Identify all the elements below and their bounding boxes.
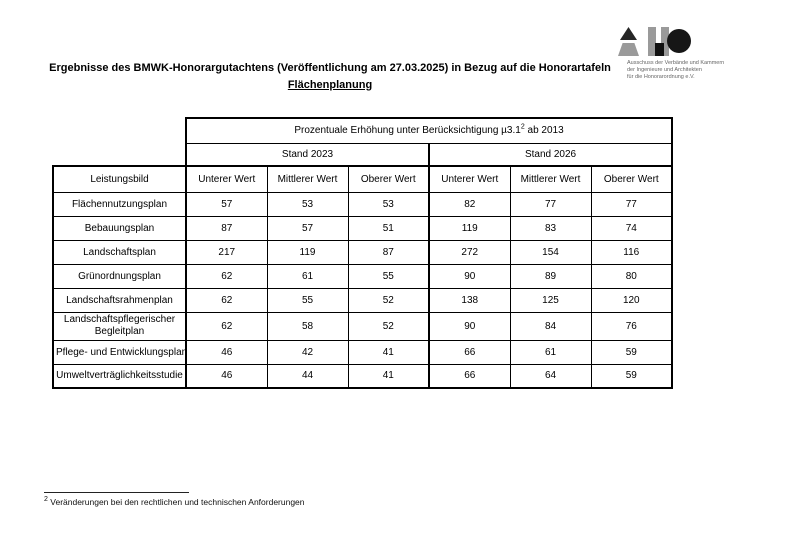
value-cell: 59	[591, 340, 672, 364]
value-cell: 55	[267, 288, 348, 312]
value-cell: 80	[591, 264, 672, 288]
value-cell: 74	[591, 216, 672, 240]
value-cell: 82	[429, 192, 510, 216]
main-header-cell	[186, 118, 672, 143]
group-header-2026: Stand 2026	[429, 143, 672, 166]
value-cell: 46	[186, 364, 267, 388]
table-row	[53, 240, 672, 264]
group-header-2023: Stand 2023	[186, 143, 429, 166]
value-cell: 217	[186, 240, 267, 264]
table-row	[53, 264, 672, 288]
value-cell: 77	[510, 192, 591, 216]
logo-caption	[627, 60, 758, 81]
logo-caption-line: der Ingenieure und Architekten	[627, 67, 702, 74]
value-cell: 125	[510, 288, 591, 312]
column-header: Oberer Wert	[348, 166, 429, 192]
value-cell: 53	[267, 192, 348, 216]
row-label: Umweltverträglichkeitsstudie	[53, 364, 186, 388]
value-cell: 58	[267, 312, 348, 340]
table-row	[53, 364, 672, 388]
empty-corner-cell	[53, 143, 186, 166]
table-row	[53, 216, 672, 240]
title-subtitle: Flächenplanung	[287, 78, 373, 91]
value-cell: 76	[591, 312, 672, 340]
value-cell: 52	[348, 288, 429, 312]
column-header: Mittlerer Wert	[267, 166, 348, 192]
value-cell: 66	[429, 364, 510, 388]
footnote-marker: 2	[44, 496, 48, 504]
value-cell: 62	[186, 264, 267, 288]
table-row	[53, 192, 672, 216]
value-cell: 272	[429, 240, 510, 264]
value-cell: 42	[267, 340, 348, 364]
table-row	[53, 312, 672, 340]
row-label: Bebauungsplan	[53, 216, 186, 240]
value-cell: 119	[429, 216, 510, 240]
row-label: Flächennutzungsplan	[53, 192, 186, 216]
row-label: Landschaftsrahmenplan	[53, 288, 186, 312]
footnote-text: Veränderungen bei den rechtlichen und technischen Anforderungen	[47, 497, 305, 507]
row-label: Pflege- und Entwicklungsplan	[53, 340, 186, 364]
value-cell: 120	[591, 288, 672, 312]
value-cell: 41	[348, 364, 429, 388]
row-label: Landschaftspflegerischer Begleitplan	[53, 312, 186, 340]
value-cell: 64	[510, 364, 591, 388]
value-cell: 90	[429, 312, 510, 340]
logo-h-center-square	[655, 43, 664, 56]
value-cell: 46	[186, 340, 267, 364]
column-header: Unterer Wert	[186, 166, 267, 192]
logo-caption-line: Ausschuss der Verbände und Kammern	[627, 60, 725, 66]
results-table-wrap	[52, 117, 673, 389]
value-cell: 90	[429, 264, 510, 288]
value-cell: 154	[510, 240, 591, 264]
value-cell: 89	[510, 264, 591, 288]
footnote	[44, 497, 305, 507]
page-title	[10, 60, 650, 93]
value-cell: 57	[267, 216, 348, 240]
aho-logo-icon	[618, 26, 690, 57]
value-cell: 62	[186, 288, 267, 312]
value-cell: 59	[591, 364, 672, 388]
footnote-marker: 2	[520, 123, 525, 131]
row-label: Landschaftsplan	[53, 240, 186, 264]
value-cell: 53	[348, 192, 429, 216]
value-cell: 87	[348, 240, 429, 264]
main-header-suffix: ab 2013	[524, 125, 564, 137]
column-header: Mittlerer Wert	[510, 166, 591, 192]
logo-trapezoid-shape	[618, 43, 639, 56]
column-header-leistungsbild: Leistungsbild	[53, 166, 186, 192]
value-cell: 44	[267, 364, 348, 388]
value-cell: 62	[186, 312, 267, 340]
value-cell: 55	[348, 264, 429, 288]
logo-triangle-shape	[620, 27, 637, 40]
logo-caption-line: für die Honorarordnung e.V.	[627, 74, 695, 81]
value-cell: 41	[348, 340, 429, 364]
value-cell: 66	[429, 340, 510, 364]
aho-logo	[618, 26, 758, 81]
value-cell: 84	[510, 312, 591, 340]
value-cell: 83	[510, 216, 591, 240]
title-line: Ergebnisse des BMWK-Honorargutachtens (Veröffentlichung am 27.03.2025) in Bezug auf die Honorartafeln	[49, 62, 611, 74]
value-cell: 119	[267, 240, 348, 264]
row-label: Grünordnungsplan	[53, 264, 186, 288]
value-cell: 87	[186, 216, 267, 240]
value-cell: 57	[186, 192, 267, 216]
value-cell: 51	[348, 216, 429, 240]
column-header: Unterer Wert	[429, 166, 510, 192]
empty-corner-cell	[53, 118, 186, 143]
logo-circle-shape	[667, 29, 691, 53]
table-row	[53, 340, 672, 364]
table-row	[53, 288, 672, 312]
column-header: Oberer Wert	[591, 166, 672, 192]
results-table	[52, 117, 673, 389]
value-cell: 52	[348, 312, 429, 340]
value-cell: 138	[429, 288, 510, 312]
footnote-divider	[44, 492, 189, 493]
main-header-text: Prozentuale Erhöhung unter Berücksichtigung µ3.1	[294, 125, 521, 137]
value-cell: 116	[591, 240, 672, 264]
value-cell: 61	[510, 340, 591, 364]
value-cell: 61	[267, 264, 348, 288]
value-cell: 77	[591, 192, 672, 216]
